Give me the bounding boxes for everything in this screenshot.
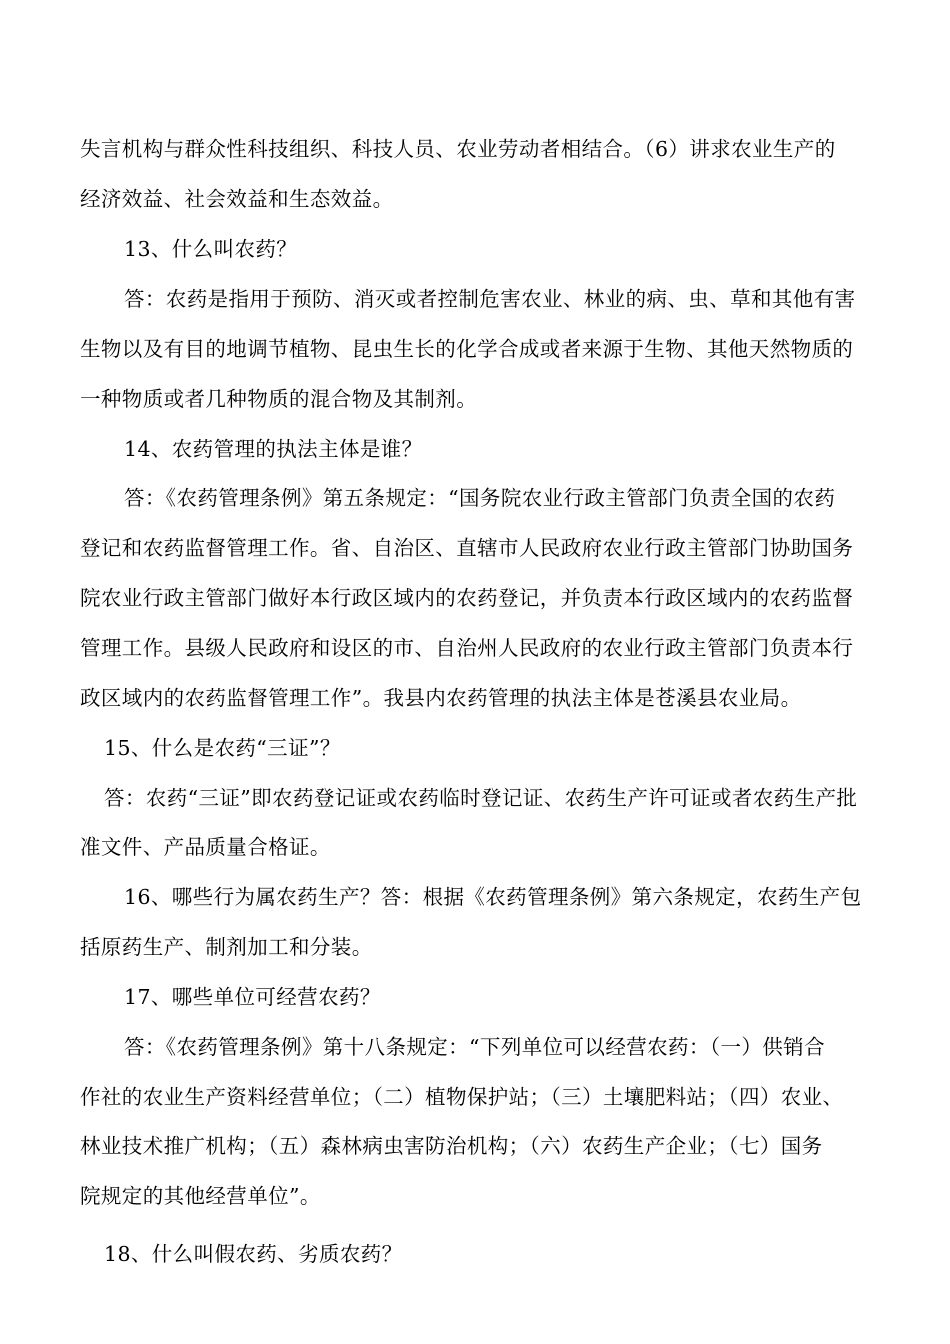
question-heading: 18、什么叫假农药、劣质农药？ — [104, 1242, 403, 1266]
paragraph-line: 林业技术推广机构；（五）森林病虫害防治机构；（六）农药生产企业；（七）国务 — [80, 1134, 823, 1158]
paragraph-line: 答：《农药管理条例》第十八条规定：“下列单位可以经营农药：（一）供销合 — [124, 1035, 825, 1059]
question-heading: 13、什么叫农药？ — [124, 237, 298, 261]
paragraph-line: 经济效益、社会效益和生态效益。 — [80, 187, 394, 211]
paragraph-line: 生物以及有目的地调节植物、昆虫生长的化学合成或者来源于生物、其他天然物质的 — [80, 337, 854, 361]
paragraph-line: 管理工作。县级人民政府和设区的市、自治州人民政府的农业行政主管部门负责本行 — [80, 636, 854, 660]
paragraph-line: 准文件、产品质量合格证。 — [80, 835, 331, 859]
question-heading: 16、哪些行为属农药生产？答：根据《农药管理条例》第六条规定，农药生产包 — [124, 885, 862, 909]
question-heading: 15、什么是农药“三证”？ — [104, 736, 341, 760]
paragraph-line: 院农业行政主管部门做好本行政区域内的农药登记，并负责本行政区域内的农药监督 — [80, 586, 854, 610]
question-heading: 17、哪些单位可经营农药？ — [124, 985, 381, 1009]
paragraph-line: 院规定的其他经营单位”。 — [80, 1184, 321, 1208]
question-heading: 14、农药管理的执法主体是谁？ — [124, 437, 423, 461]
paragraph-line: 作社的农业生产资料经营单位；（二）植物保护站；（三）土壤肥料站；（四）农业、 — [80, 1085, 844, 1109]
paragraph-line: 答：农药“三证”即农药登记证或农药临时登记证、农药生产许可证或者农药生产批 — [104, 786, 858, 810]
paragraph-line: 登记和农药监督管理工作。省、自治区、直辖市人民政府农业行政主管部门协助国务 — [80, 536, 854, 560]
paragraph-line: 政区域内的农药监督管理工作”。我县内农药管理的执法主体是苍溪县农业局。 — [80, 686, 802, 710]
paragraph-line: 一种物质或者几种物质的混合物及其制剂。 — [80, 387, 478, 411]
paragraph-line: 失言机构与群众性科技组织、科技人员、农业劳动者相结合。（6）讲求农业生产的 — [80, 137, 836, 161]
paragraph-line: 答：《农药管理条例》第五条规定：“国务院农业行政主管部门负责全国的农药 — [124, 486, 836, 510]
paragraph-line: 答：农药是指用于预防、消灭或者控制危害农业、林业的病、虫、草和其他有害 — [124, 287, 856, 311]
paragraph-line: 括原药生产、制剂加工和分装。 — [80, 935, 373, 959]
